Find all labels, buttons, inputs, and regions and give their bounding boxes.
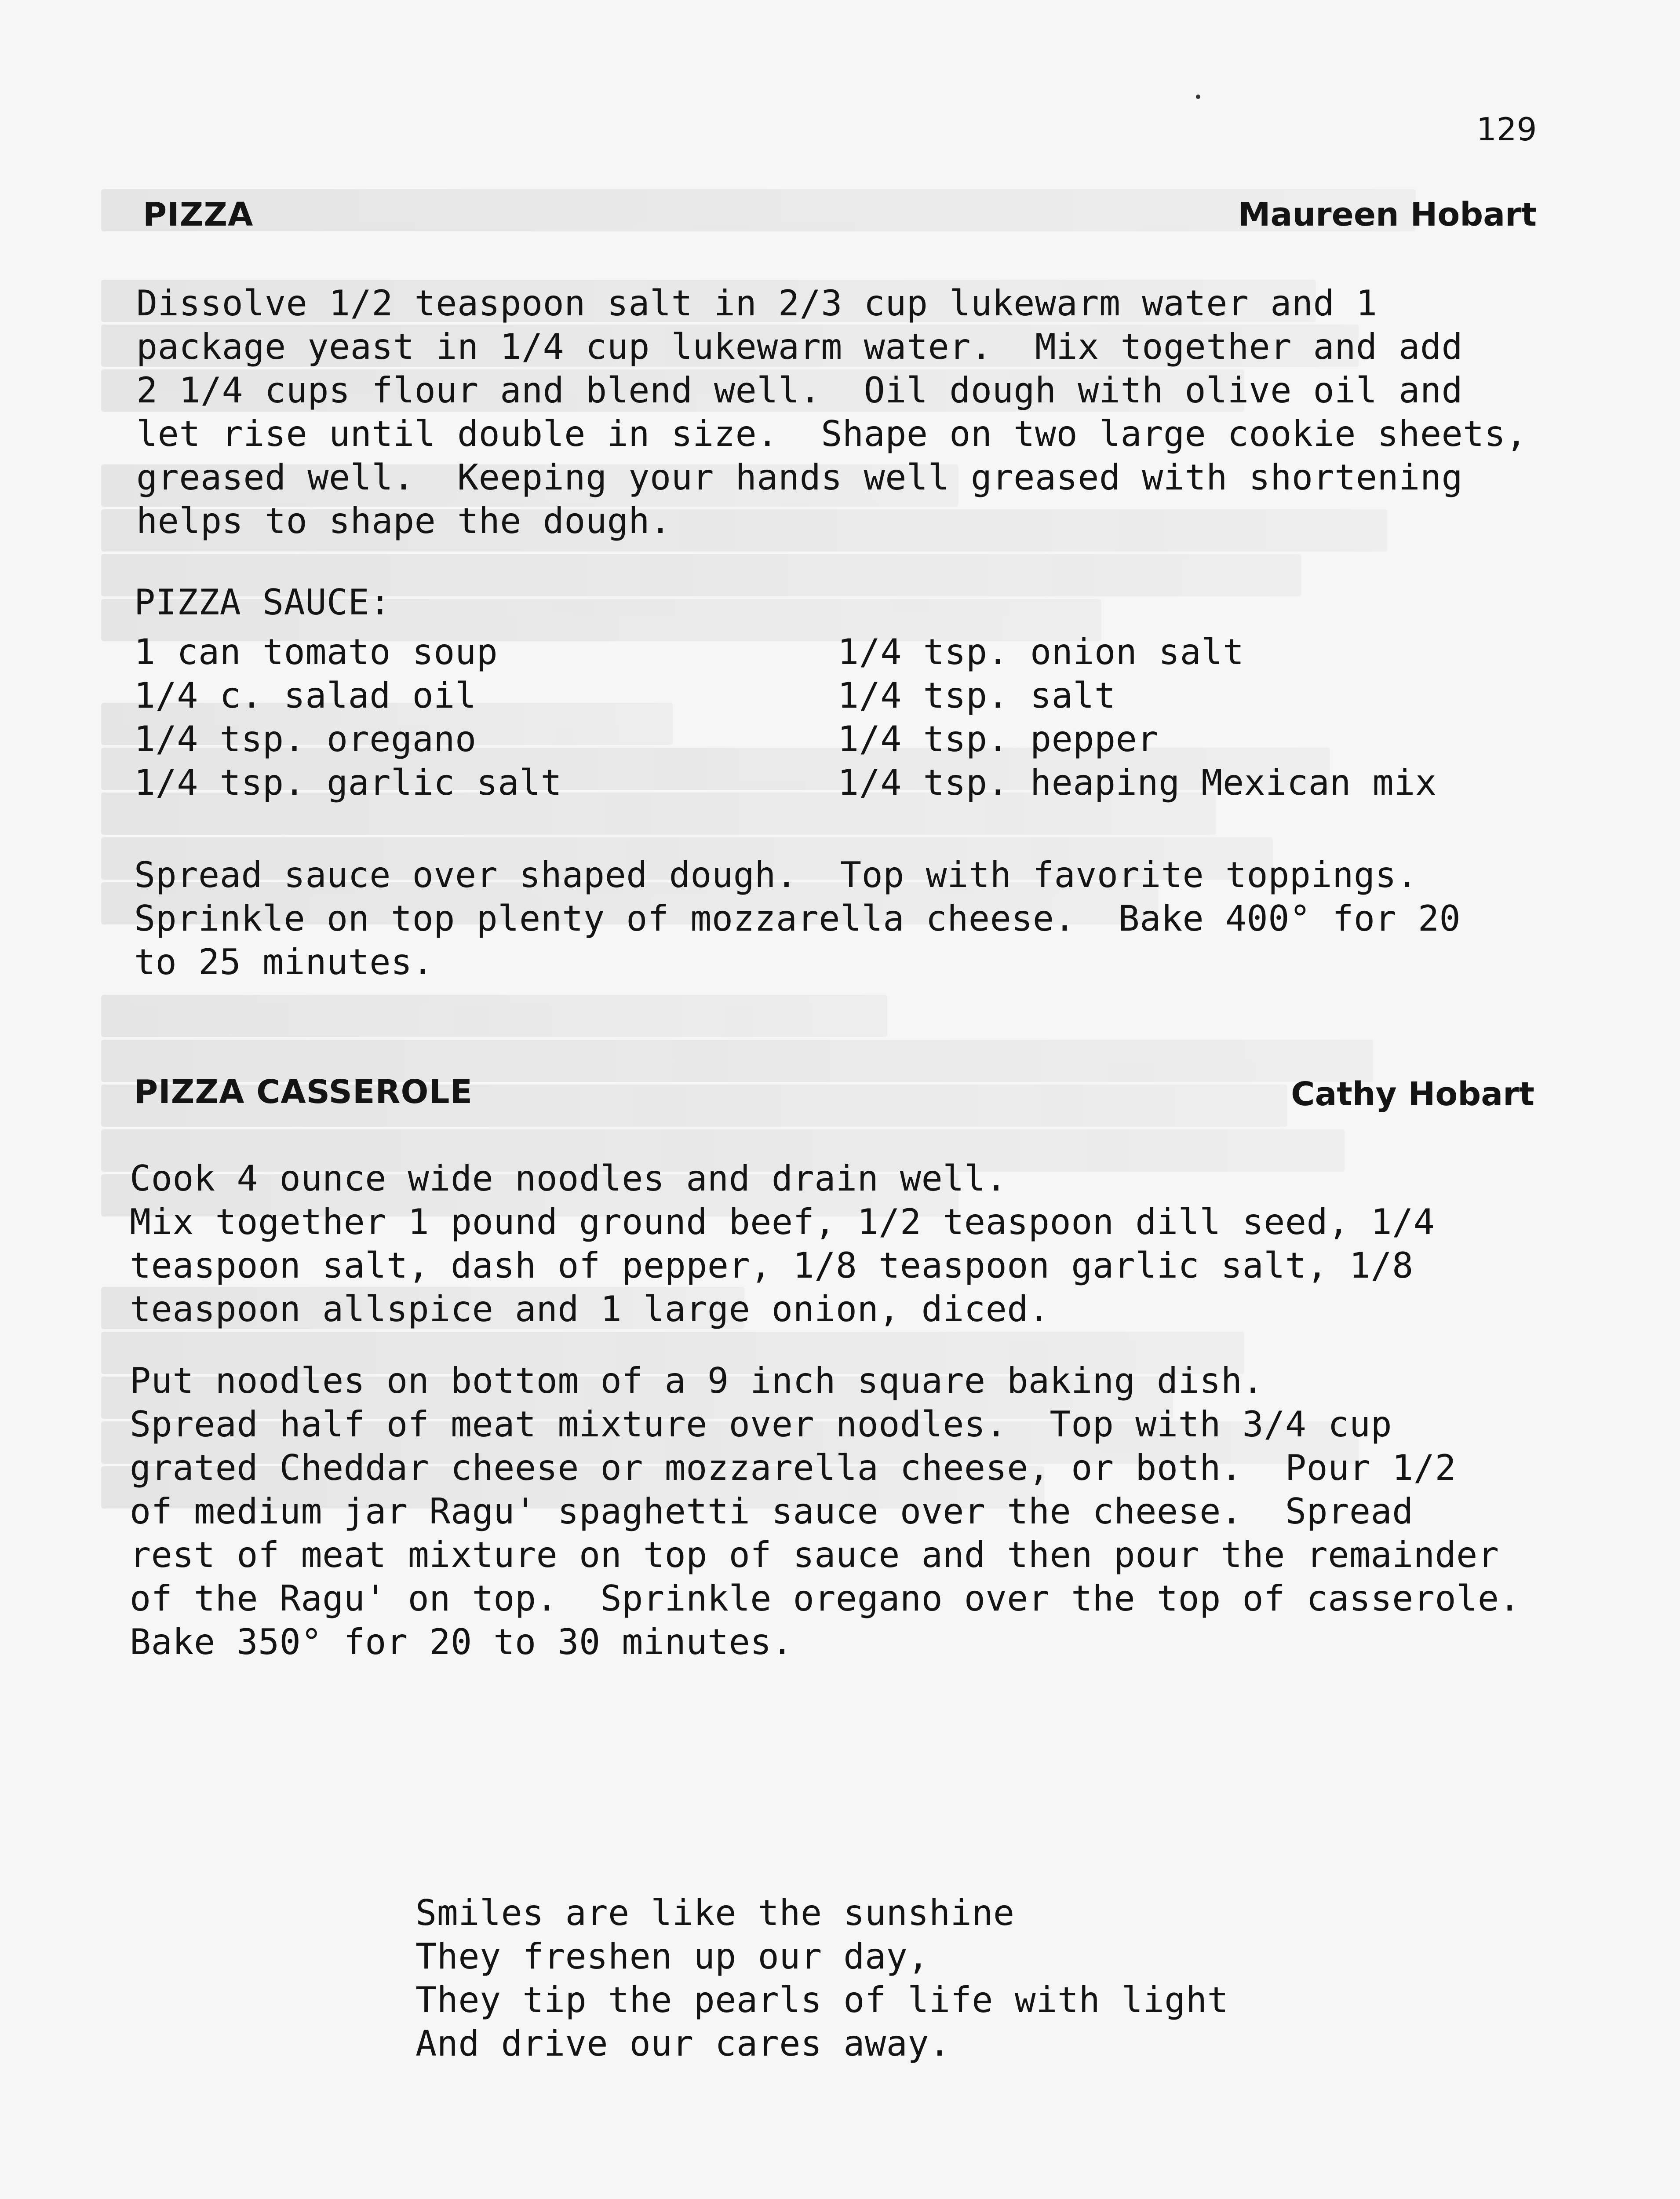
- poem-line: Smiles are like the sunshine: [415, 1892, 1015, 1933]
- text-line: Mix together 1 pound ground beef, 1/2 teaspoon dill seed, 1/4: [130, 1202, 1435, 1242]
- ingredient: 1/4 tsp. heaping Mexican mix: [838, 762, 1437, 803]
- ingredient: 1/4 tsp. onion salt: [838, 632, 1244, 672]
- pizza-finish-instructions: [134, 853, 1576, 984]
- text-line: greased well. Keeping your hands well greased with shortening: [136, 457, 1463, 498]
- text-line: Cook 4 ounce wide noodles and drain well.: [130, 1158, 1007, 1199]
- text-line: package yeast in 1/4 cup lukewarm water. Mix together and add: [136, 326, 1463, 367]
- text-line: Spread sauce over shaped dough. Top with favorite toppings.: [134, 855, 1418, 895]
- sauce-ingredients-right: [838, 630, 1437, 804]
- text-line: Dissolve 1/2 teaspoon salt in 2/3 cup lukewarm water and 1: [136, 283, 1378, 324]
- ingredient: 1/4 tsp. garlic salt: [134, 762, 562, 803]
- text-line: Put noodles on bottom of a 9 inch square baking dish.: [130, 1360, 1264, 1401]
- recipe-author-pizza: Maureen Hobart: [1238, 196, 1537, 234]
- ingredient: 1/4 tsp. pepper: [838, 719, 1159, 760]
- recipe-author-pizza-casserole: Cathy Hobart: [1291, 1075, 1534, 1113]
- poem-line: They freshen up our day,: [415, 1936, 929, 1977]
- ingredient: 1 can tomato soup: [134, 632, 498, 672]
- recipe-title-pizza-casserole: PIZZA CASSEROLE: [134, 1073, 473, 1111]
- text-line: helps to shape the dough.: [136, 500, 671, 541]
- casserole-step-1: [130, 1157, 1572, 1331]
- pizza-instructions: [136, 281, 1578, 543]
- text-line: of medium jar Ragu' spaghetti sauce over the cheese. Spread: [130, 1491, 1414, 1532]
- recipe-title-pizza: PIZZA: [143, 196, 254, 234]
- ink-speck: [1196, 95, 1200, 99]
- text-line: teaspoon salt, dash of pepper, 1/8 teaspoon garlic salt, 1/8: [130, 1245, 1414, 1286]
- text-line: of the Ragu' on top. Sprinkle oregano over the top of casserole.: [130, 1578, 1521, 1619]
- text-line: grated Cheddar cheese or mozzarella cheese, or both. Pour 1/2: [130, 1447, 1457, 1488]
- pizza-sauce-title: PIZZA SAUCE:: [134, 582, 391, 623]
- text-line: let rise until double in size. Shape on two large cookie sheets,: [136, 413, 1527, 454]
- poem-line: And drive our cares away.: [415, 2023, 951, 2064]
- ingredient: 1/4 tsp. salt: [838, 675, 1116, 716]
- text-line: rest of meat mixture on top of sauce and then pour the remainder: [130, 1534, 1499, 1575]
- text-line: Bake 350° for 20 to 30 minutes.: [130, 1622, 793, 1662]
- poem: [415, 1891, 1228, 2065]
- text-line: Spread half of meat mixture over noodles. Top with 3/4 cup: [130, 1404, 1392, 1445]
- casserole-step-2: [130, 1359, 1572, 1664]
- text-line: Sprinkle on top plenty of mozzarella cheese. Bake 400° for 20: [134, 898, 1461, 939]
- ingredient: 1/4 tsp. oregano: [134, 719, 477, 760]
- text-line: teaspoon allspice and 1 large onion, diced.: [130, 1289, 1050, 1330]
- poem-line: They tip the pearls of life with light: [415, 1980, 1229, 2020]
- ingredient: 1/4 c. salad oil: [134, 675, 477, 716]
- sauce-ingredients-left: [134, 630, 562, 804]
- page-number: 129: [1476, 111, 1537, 148]
- text-line: 2 1/4 cups flour and blend well. Oil dough with olive oil and: [136, 370, 1463, 411]
- text-line: to 25 minutes.: [134, 942, 434, 983]
